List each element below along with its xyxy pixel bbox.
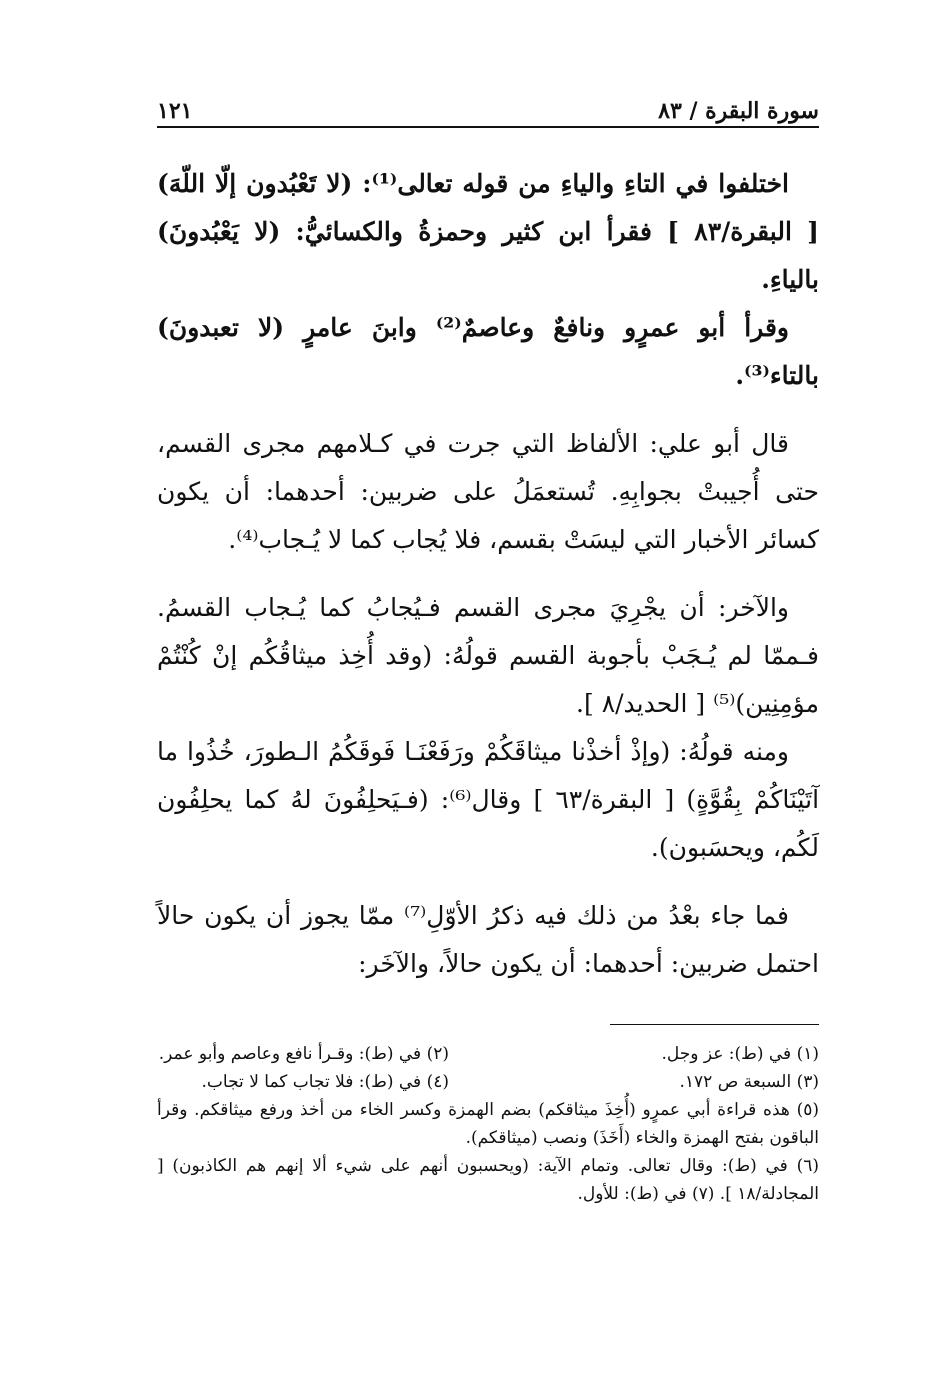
footnote-7: (٧) في (ط): للأول. bbox=[577, 1184, 715, 1204]
footnote-1: (١) في (ط): عز وجل. bbox=[661, 1044, 819, 1064]
footnotes bbox=[157, 1040, 819, 1208]
footnote-2: (٢) في (ط): وقـرأ نافع وعاصم وأبو عمر. bbox=[158, 1044, 449, 1064]
running-header bbox=[157, 88, 819, 124]
paragraph-3: قال أبو علي: الألفاظ التي جرت في كـلامهم مجرى القسم، حتى أُجيبتْ بجوابِهِ. تُستعمَلُ على ضربين: أحدهما: أن يكون كسائر الأخبار التي ليسَتْ بقسم، فلا يُجاب كما لا يُـجاب⁽⁴⁾. bbox=[157, 429, 819, 554]
paragraph-1: اختلفوا في التاءِ والياءِ من قوله تعالى⁽¹⁾: (لا تَعْبُدون إلّا اللّهَ) [ البقرة/٨٣ ] فقرأ ابن كثير وحمزةُ والكسائيُّ: (لا يَعْبُدونَ) بالياءِ. bbox=[157, 169, 819, 294]
footnote-4: (٤) في (ط): فلا تجاب كما لا تجاب. bbox=[201, 1072, 449, 1092]
footnote-row bbox=[157, 1068, 819, 1096]
footnote-divider bbox=[610, 1024, 819, 1025]
paragraph-2: وقرأ أبو عمرٍو ونافعٌ وعاصمٌ⁽²⁾ وابنَ عامرٍ (لا تعبدونَ) بالتاء⁽³⁾. bbox=[157, 313, 819, 390]
footnote-3: (٣) السبعة ص ١٧٢. bbox=[679, 1072, 819, 1092]
footnote-6-text: (٦) في (ط): وقال تعالى. وتمام الآية: (ويحسبون أنهم على شيء ألا إنهم هم الكاذبون) [ المجادلة/١٨ ]. bbox=[157, 1156, 819, 1204]
surah-reference: سورة البقرة / ٨٣ bbox=[658, 98, 819, 124]
paragraph-4: والآخر: أن يجْرِيَ مجرى القسم فـيُجابُ كما يُـجاب القسمُ. فـممّا لم يُـجَبْ بأجوبة القسم قولُهُ: (وقد أُخِذ ميثاقُكُم إنْ كُنْتُمْ مؤمِنِين)⁽⁵⁾ [ الحديد/٨ ]. bbox=[157, 593, 819, 718]
main-text bbox=[157, 160, 819, 988]
footnote-6 bbox=[157, 1152, 819, 1208]
footnote-5: (٥) هذه قراءة أبي عمرٍو (أُخِذَ ميثاقكم) بضم الهمزة وكسر الخاء من أخذ ورفع ميثاقكم. وقرأ الباقون بفتح الهمزة والخاء (أَخَذَ) ونصب (ميثاقكم). bbox=[157, 1100, 819, 1148]
header-divider bbox=[157, 126, 819, 128]
paragraph-6: فما جاء بعْدُ من ذلك فيه ذكرُ الأوّلِ⁽⁷⁾ ممّا يجوز أن يكون حالاً احتمل ضربين: أحدهما: أن يكون حالاً، والآخَر: bbox=[157, 901, 819, 978]
page-number: ١٢١ bbox=[157, 98, 193, 124]
paragraph-5: ومنه قولُهُ: (وإذْ أخذْنا ميثاقَكُمْ ورَفَعْنَـا فَوقَكُمُ الـطورَ، خُذُوا ما آتَيْنَاكُمْ بِقُوَّةٍ) [ البقرة/٦٣ ] وقال⁽⁶⁾: (فـيَحلِفُونَ لهُ كما يحلِفُون لَكُم، ويحسَبون). bbox=[157, 737, 820, 862]
footnote-row bbox=[157, 1040, 819, 1068]
